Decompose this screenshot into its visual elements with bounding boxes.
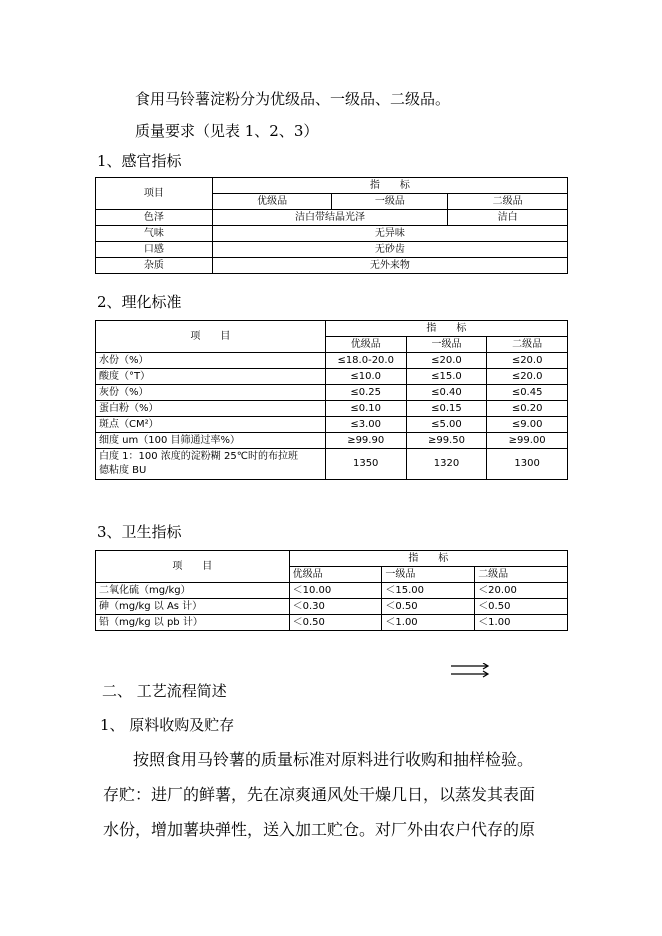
table-row <box>96 353 568 369</box>
sensory-row-taste-name: 口感 <box>96 242 213 258</box>
physchem-cell: ≤10.0 <box>325 369 406 385</box>
hygiene-header-index: 指 标 <box>289 551 567 567</box>
physchem-row-name: 蛋白粉（%） <box>96 401 326 417</box>
physchem-cell: 1350 <box>325 449 406 480</box>
hygiene-cell: ＜0.30 <box>289 599 382 615</box>
hygiene-cell: ＜0.50 <box>382 599 475 615</box>
physchem-last-name-line2: 德粘度 BU <box>99 465 147 476</box>
sensory-row-impurity-name: 杂质 <box>96 258 213 274</box>
hygiene-cell: ＜1.00 <box>382 615 475 631</box>
sensory-grade-3: 二级品 <box>448 194 568 210</box>
physchem-cell: ≤15.0 <box>406 369 487 385</box>
physchem-grade-1: 优级品 <box>325 337 406 353</box>
hygiene-grade-2: 一级品 <box>382 567 475 583</box>
section1-title: 1、感官指标 <box>97 152 182 170</box>
hygiene-cell: ＜15.00 <box>382 583 475 599</box>
intro-paragraph-1: 食用马铃薯淀粉分为优级品、一级品、二级品。 <box>135 90 451 108</box>
sensory-header-item: 项目 <box>96 178 213 210</box>
physchem-cell: ≤20.0 <box>487 369 568 385</box>
intro-paragraph-2: 质量要求（见表 1、2、3） <box>135 122 319 140</box>
physchem-cell: ≤18.0-20.0 <box>325 353 406 369</box>
physchem-cell: ≤0.45 <box>487 385 568 401</box>
sensory-row-smell-value: 无异味 <box>212 226 567 242</box>
physchem-table <box>95 320 568 480</box>
hygiene-cell: ＜0.50 <box>475 599 568 615</box>
physchem-cell: ≤20.0 <box>487 353 568 369</box>
hygiene-row-name: 二氧化硫（mg/kg） <box>96 583 290 599</box>
process-paragraph-3: 水份，增加薯块弹性，送入加工贮仓。对厂外由农户代存的原 <box>103 820 536 839</box>
physchem-cell: ≤9.00 <box>487 417 568 433</box>
sensory-row-color-name: 色泽 <box>96 210 213 226</box>
hygiene-header-item: 项 目 <box>96 551 290 583</box>
physchem-cell: ≤0.25 <box>325 385 406 401</box>
sensory-row-taste-value: 无砂齿 <box>212 242 567 258</box>
physchem-cell: ≤0.10 <box>325 401 406 417</box>
physchem-row-name: 斑点（CM²） <box>96 417 326 433</box>
physchem-cell: ≤0.40 <box>406 385 487 401</box>
hygiene-table <box>95 550 568 631</box>
physchem-cell: ≤0.15 <box>406 401 487 417</box>
physchem-row-name: 水份（%） <box>96 353 326 369</box>
physchem-row-name <box>96 449 326 480</box>
physchem-cell: ≤3.00 <box>325 417 406 433</box>
physchem-cell: ≤5.00 <box>406 417 487 433</box>
table-row <box>96 369 568 385</box>
table-row <box>96 599 568 615</box>
table-row <box>96 583 568 599</box>
hygiene-cell: ＜20.00 <box>475 583 568 599</box>
table-row <box>96 449 568 480</box>
sensory-row-smell-name: 气味 <box>96 226 213 242</box>
hygiene-grade-3: 二级品 <box>475 567 568 583</box>
hygiene-row-name: 砷（mg/kg 以 As 计） <box>96 599 290 615</box>
physchem-grade-3: 二级品 <box>487 337 568 353</box>
process-paragraph-1: 按照食用马铃薯的质量标准对原料进行收购和抽样检验。 <box>133 750 534 769</box>
physchem-grade-2: 一级品 <box>406 337 487 353</box>
hygiene-cell: ＜0.50 <box>289 615 382 631</box>
sensory-grade-2: 一级品 <box>332 194 448 210</box>
process-paragraph-2: 存贮：进厂的鲜薯，先在凉爽通风处干燥几日，以蒸发其表面 <box>103 785 536 804</box>
sensory-table <box>95 177 568 274</box>
hygiene-row-name: 铅（mg/kg 以 pb 计） <box>96 615 290 631</box>
process-heading: 二、 工艺流程简述 <box>102 682 227 700</box>
process-subheading: 1、 原料收购及贮存 <box>100 716 235 734</box>
physchem-cell: 1300 <box>487 449 568 480</box>
physchem-cell: ≥99.90 <box>325 433 406 449</box>
physchem-row-name: 细度 um（100 目筛通过率%） <box>96 433 326 449</box>
section2-title: 2、理化标准 <box>97 293 182 311</box>
table-row <box>96 615 568 631</box>
table-row <box>96 417 568 433</box>
physchem-row-name: 酸度（°T） <box>96 369 326 385</box>
double-arrow-icon <box>451 663 491 679</box>
physchem-header-index: 指 标 <box>325 321 567 337</box>
physchem-cell: 1320 <box>406 449 487 480</box>
sensory-header-index: 指 标 <box>212 178 567 194</box>
physchem-cell: ≤20.0 <box>406 353 487 369</box>
physchem-last-name-line1: 白度 1：100 浓度的淀粉糊 25℃时的布拉班 <box>99 451 298 462</box>
physchem-cell: ≥99.00 <box>487 433 568 449</box>
sensory-grade-1: 优级品 <box>212 194 332 210</box>
table-row <box>96 433 568 449</box>
hygiene-cell: ＜10.00 <box>289 583 382 599</box>
hygiene-grade-1: 优级品 <box>289 567 382 583</box>
physchem-cell: ≤0.20 <box>487 401 568 417</box>
physchem-header-item: 项 目 <box>96 321 326 353</box>
physchem-cell: ≥99.50 <box>406 433 487 449</box>
hygiene-cell: ＜1.00 <box>475 615 568 631</box>
section3-title: 3、卫生指标 <box>97 523 182 541</box>
sensory-row-impurity-value: 无外来物 <box>212 258 567 274</box>
sensory-row-color-v12: 洁白带结晶光泽 <box>212 210 448 226</box>
table-row <box>96 385 568 401</box>
physchem-row-name: 灰份（%） <box>96 385 326 401</box>
table-row <box>96 401 568 417</box>
sensory-row-color-v3: 洁白 <box>448 210 568 226</box>
